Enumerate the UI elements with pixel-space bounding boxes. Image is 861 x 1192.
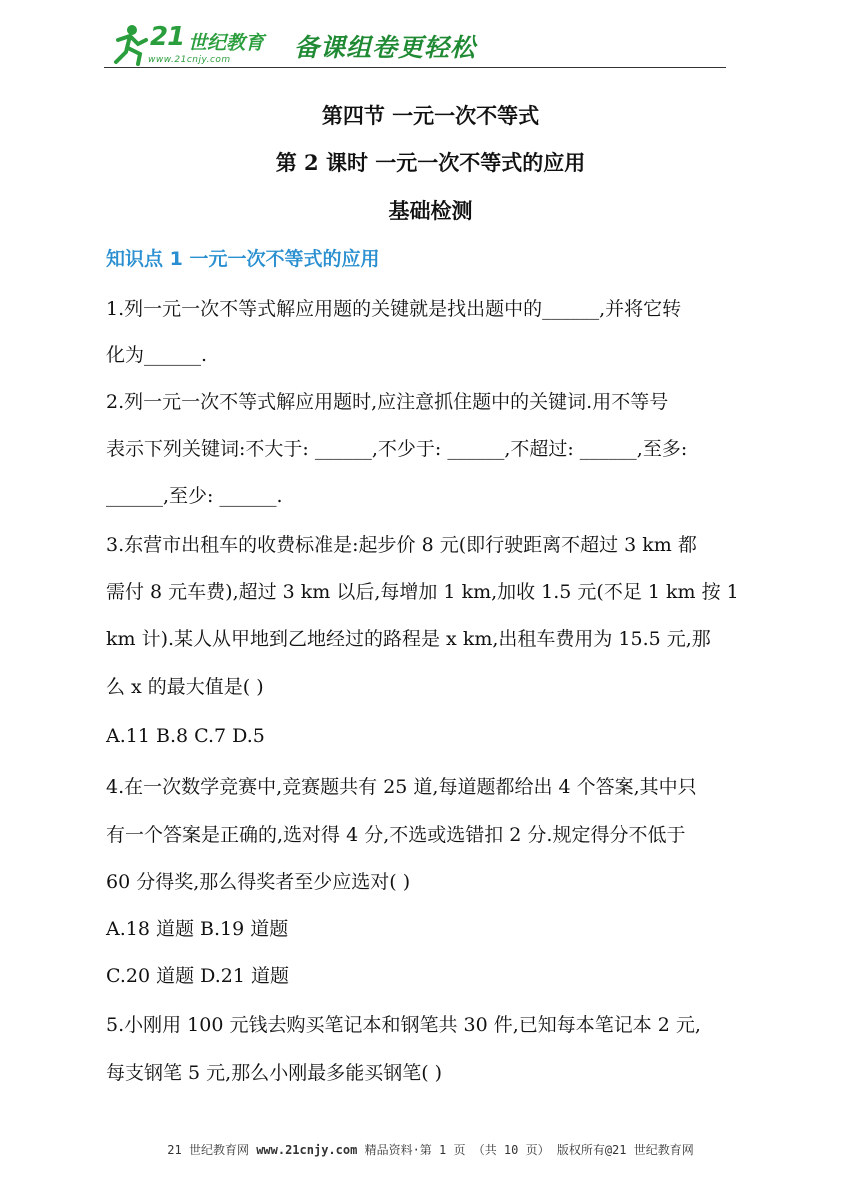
brand-number: 21 <box>150 22 185 52</box>
text-line: 每支钢笔 5 元,那么小刚最多能买钢笔( ) <box>106 1062 443 1084</box>
text-line: 1.列一元一次不等式解应用题的关键就是找出题中的______,并将它转 <box>106 298 682 320</box>
options-line: C.20 道题 D.21 道题 <box>106 965 289 987</box>
text-line: 3.东营市出租车的收费标准是:起步价 8 元(即行驶距离不超过 3 km 都 <box>106 534 697 556</box>
text-line: 2.列一元一次不等式解应用题时,应注意抓住题中的关键词.用不等号 <box>106 391 669 413</box>
footer-info: 精品资料·第 1 页 （共 10 页） 版权所有@21 世纪教育网 <box>364 1143 694 1157</box>
footer-site: 21 世纪教育网 <box>167 1143 249 1157</box>
section-title: 第四节 一元一次不等式 <box>321 103 540 128</box>
text-line: 需付 8 元车费),超过 3 km 以后,每增加 1 km,加收 1.5 元(不足 1 km 按 1 <box>106 581 739 603</box>
header-slogan: 备课组卷更轻松 <box>294 33 477 62</box>
text-line: 么 x 的最大值是( ) <box>106 676 264 698</box>
footer-url[interactable]: www.21cnjy.com <box>256 1143 358 1157</box>
knowledge-point-heading: 知识点 1 一元一次不等式的应用 <box>106 248 380 270</box>
text-line: 60 分得奖,那么得奖者至少应选对( ) <box>106 871 411 893</box>
text-line: 表示下列关键词:不大于: ______,不少于: ______,不超过: ______,至多: <box>106 438 688 460</box>
part-title: 基础检测 <box>388 198 473 223</box>
page-header <box>104 20 726 68</box>
options-line: A.11 B.8 C.7 D.5 <box>106 725 265 747</box>
brand-name: 世纪教育 <box>188 32 265 54</box>
header-divider <box>104 67 726 68</box>
options-line: A.18 道题 B.19 道题 <box>106 918 289 940</box>
text-line: km 计).某人从甲地到乙地经过的路程是 x km,出租车费用为 15.5 元,那 <box>106 628 711 650</box>
text-line: 4.在一次数学竞赛中,竞赛题共有 25 道,每道题都给出 4 个答案,其中只 <box>106 776 697 798</box>
text-line: 化为______. <box>106 344 208 366</box>
brand-url: www.21cnjy.com <box>148 55 231 65</box>
text-line: 5.小刚用 100 元钱去购买笔记本和钢笔共 30 件,已知每本笔记本 2 元, <box>106 1014 701 1036</box>
text-line: ______,至少: ______. <box>106 485 283 507</box>
page-footer <box>0 1141 861 1158</box>
text-line: 有一个答案是正确的,选对得 4 分,不选或选错扣 2 分.规定得分不低于 <box>106 824 686 846</box>
lesson-title: 第 2 课时 一元一次不等式的应用 <box>275 150 586 175</box>
